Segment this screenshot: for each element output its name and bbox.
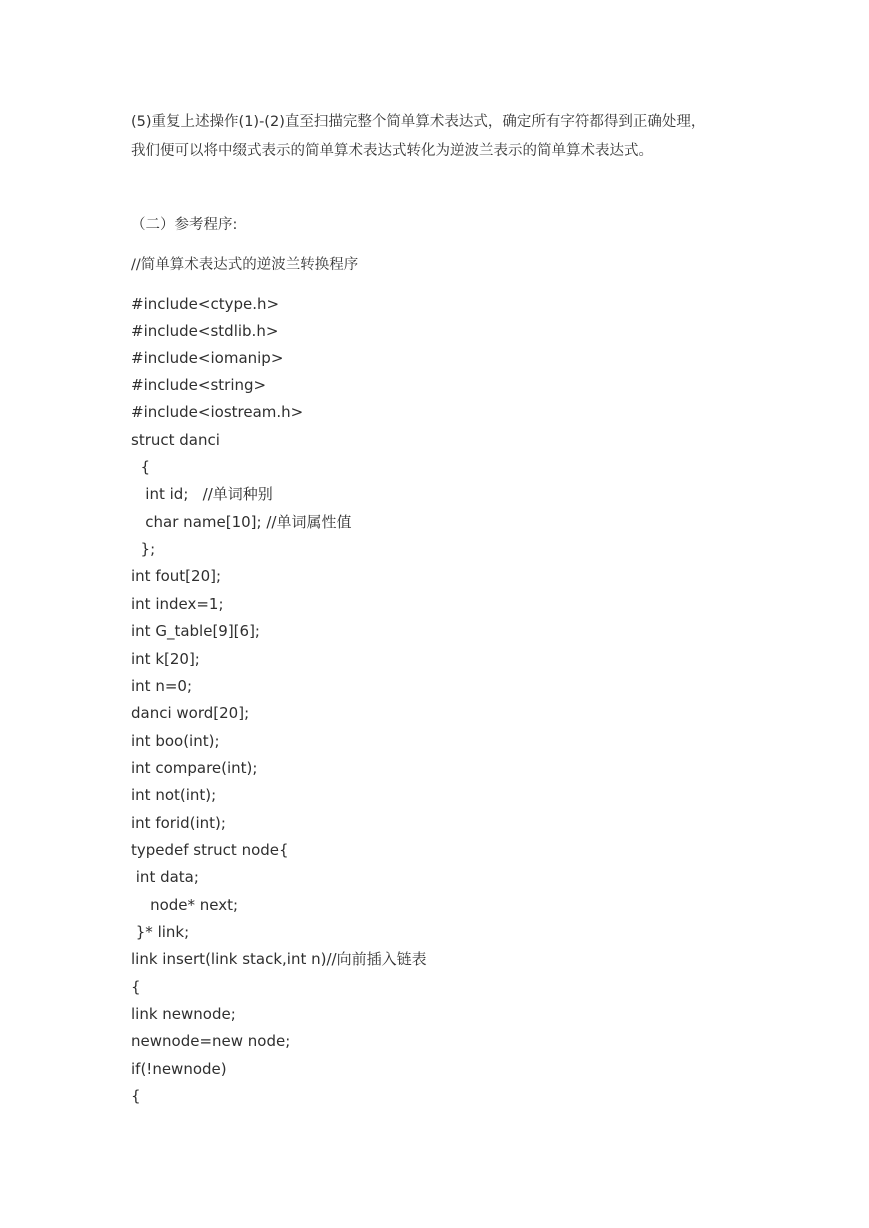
code-line: int n=0; [131,677,192,695]
intro-line-2: 我们便可以将中缀式表示的简单算术表达式转化为逆波兰表示的简单算术表达式。 [131,143,653,159]
code-line: { [131,978,141,996]
code-line: if(!newnode) [131,1060,227,1078]
code-line: #include<iostream.h> [131,403,304,421]
code-line: struct danci [131,431,220,449]
code-line: #include<ctype.h> [131,295,280,313]
code-line: link insert(link stack,int n)//向前插入链表 [131,950,427,968]
code-line: char name[10]; //单词属性值 [131,513,352,531]
code-line: newnode=new node; [131,1032,291,1050]
intro-line-1: (5)重复上述操作(1)-(2)直至扫描完整个简单算术表达式，确定所有字符都得到正确处理， [131,114,706,130]
code-line: int boo(int); [131,732,220,750]
code-line: int data; [131,868,199,886]
section-heading: （二）参考程序: [131,217,238,233]
code-line: #include<stdlib.h> [131,322,279,340]
code-line: }* link; [131,923,190,941]
code-comment-title: //简单算术表达式的逆波兰转换程序 [131,257,359,273]
code-line: int not(int); [131,786,217,804]
code-line: #include<string> [131,376,267,394]
code-line: }; [131,540,156,558]
code-line: { [131,1087,141,1105]
code-line: int G_table[9][6]; [131,622,260,640]
code-line: int forid(int); [131,814,226,832]
code-line: link newnode; [131,1005,236,1023]
code-line: node* next; [131,896,239,914]
code-line: int k[20]; [131,650,200,668]
code-line: { [131,458,151,476]
code-line: int index=1; [131,595,224,613]
code-line: int compare(int); [131,759,258,777]
code-line: danci word[20]; [131,704,250,722]
code-line: int fout[20]; [131,567,222,585]
code-line: typedef struct node{ [131,841,289,859]
code-line: #include<iomanip> [131,349,284,367]
code-line: int id; //单词种别 [131,485,273,503]
